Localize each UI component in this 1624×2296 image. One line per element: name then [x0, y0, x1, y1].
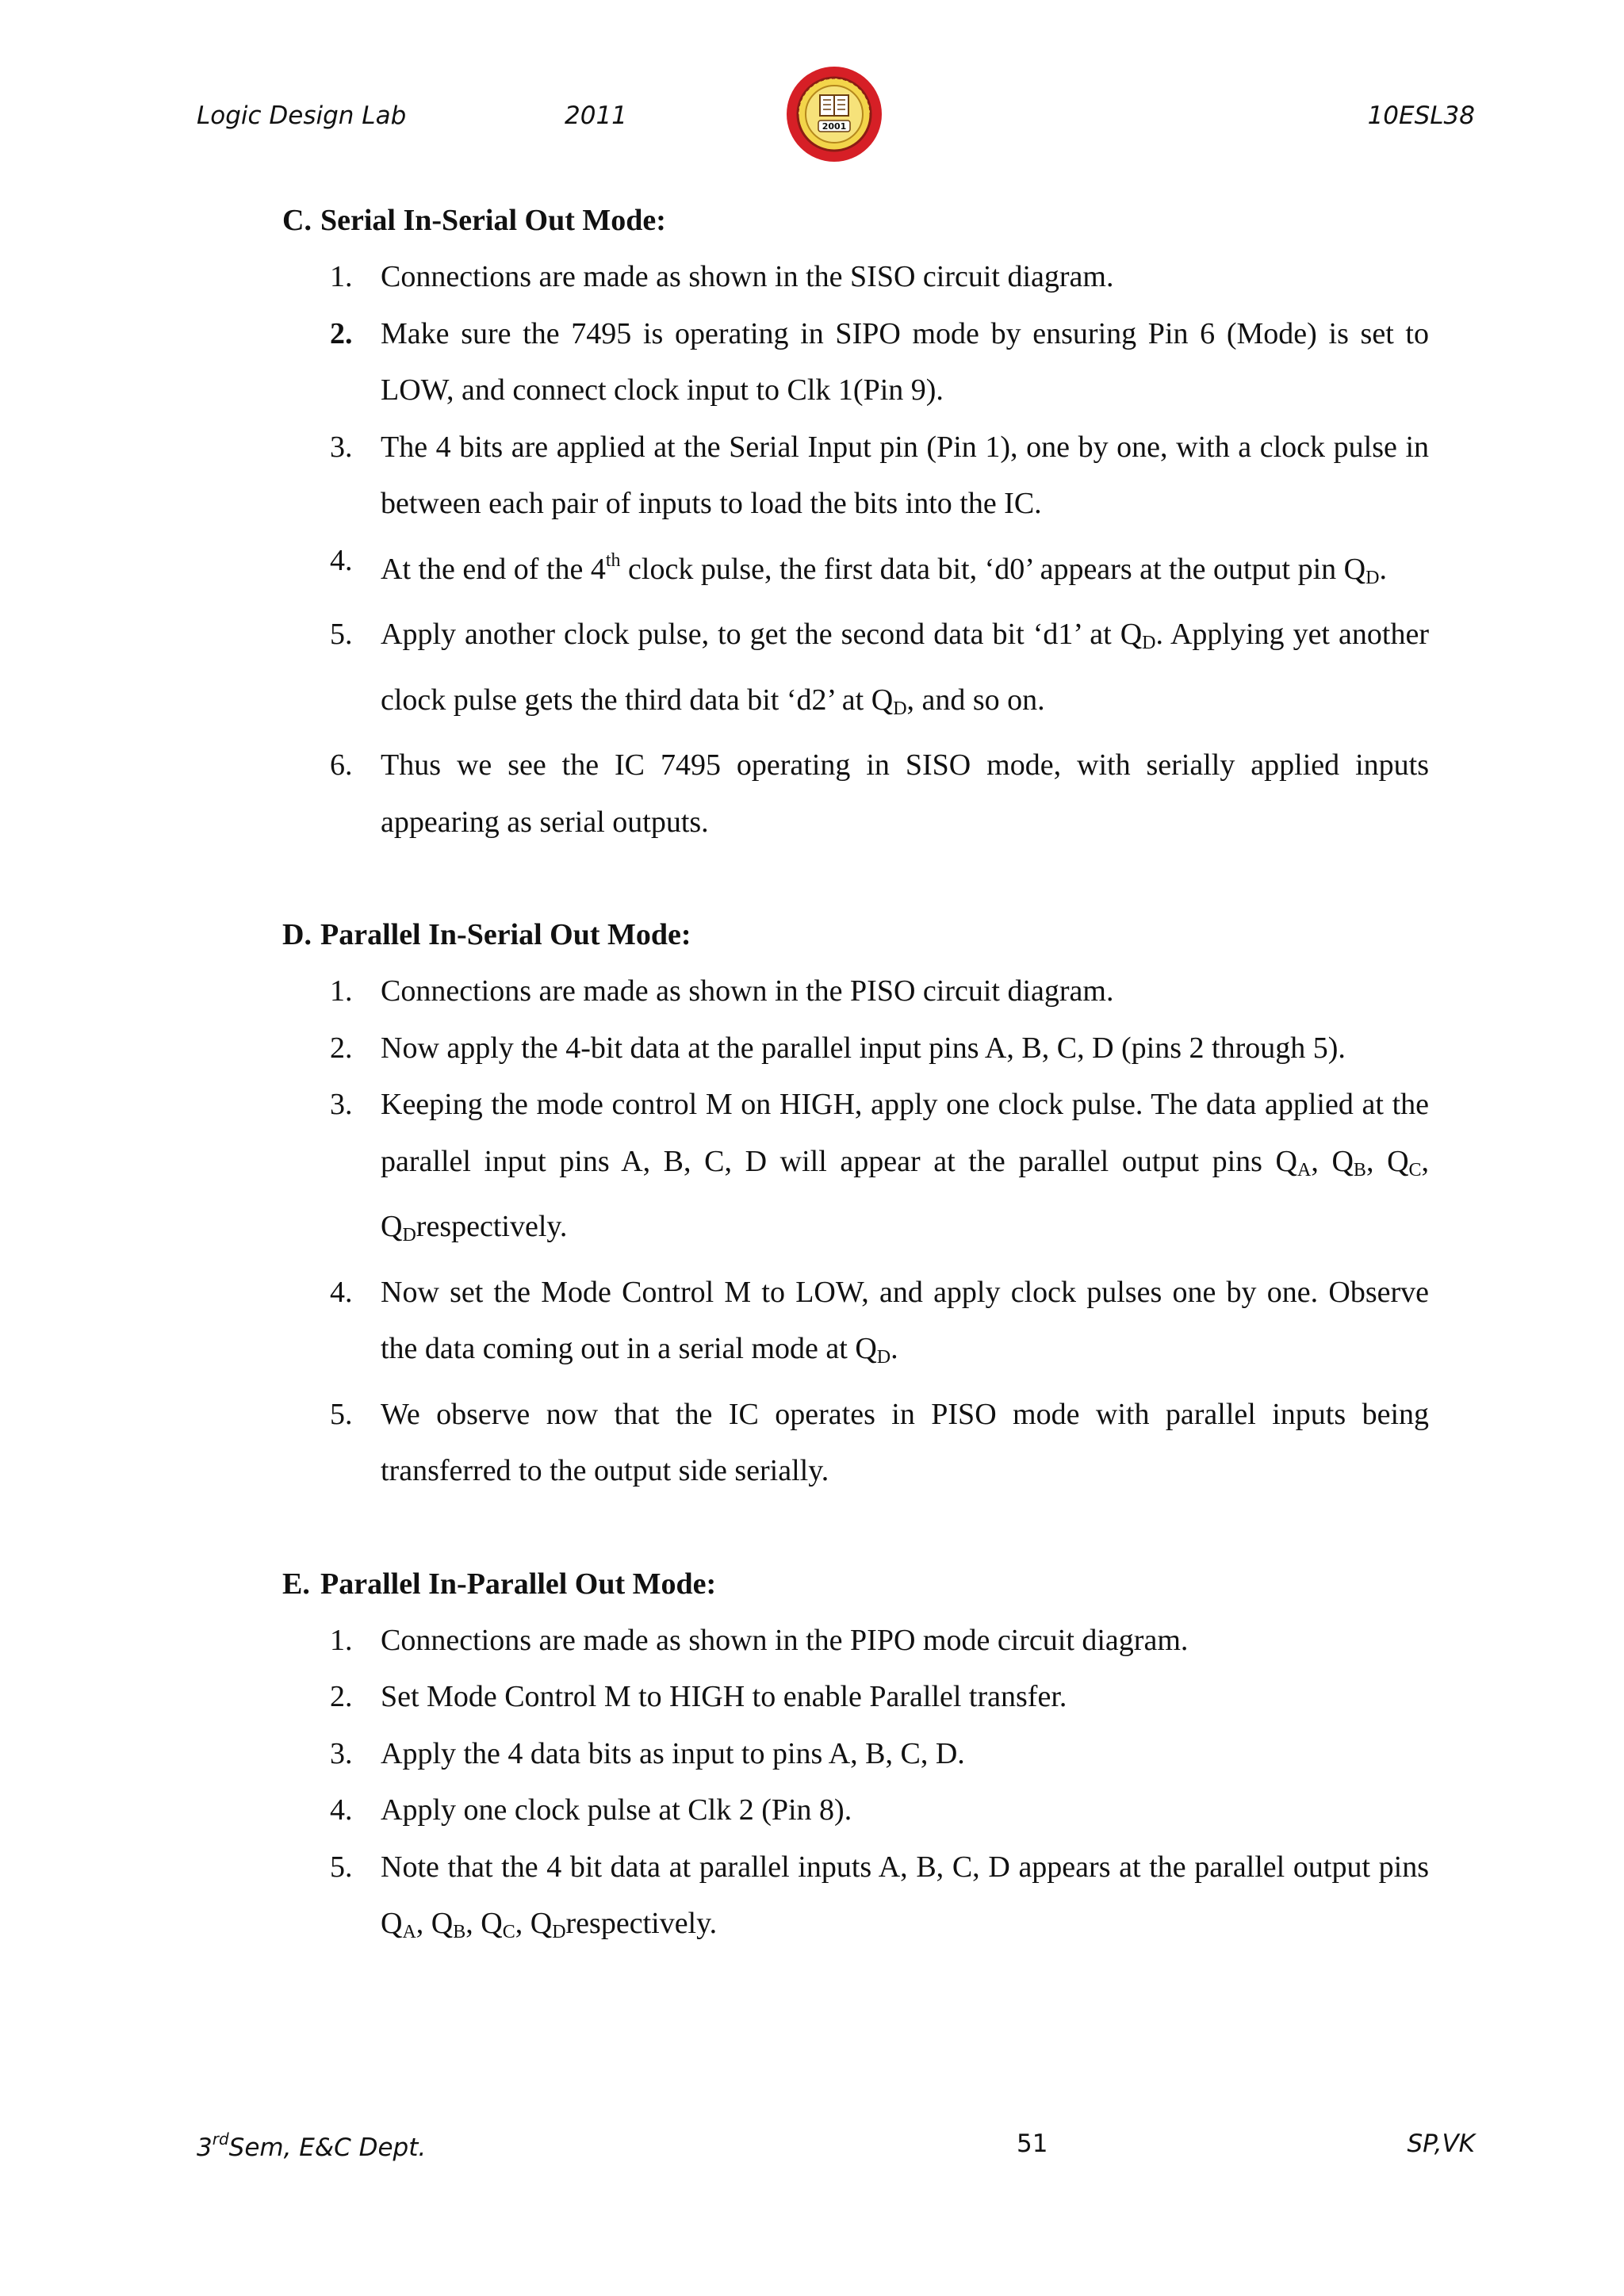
- rich-step: Note that the 4 bit data at parallel inputs A, B, C, D appears at the parallel output pins $Q_A$, $Q_B$, $Q_C$, $Q_Drespectively$.: [381, 1850, 1429, 1942]
- list-item: 1. Connections are made as shown in the PIPO mode circuit diagram.: [330, 1623, 1189, 1657]
- list-item: 4. At the end of the 4th clock pulse, the first data bit, ‘d0’ appears at the output pin $Q_D$.: [330, 543, 1387, 588]
- footer-authors: SP,VK: [1407, 2130, 1475, 2158]
- list-item: 2. Set Mode Control M to HIGH to enable Parallel transfer.: [330, 1680, 1067, 1713]
- section-piso: [282, 906, 1429, 1500]
- header-year: 2011: [565, 101, 627, 130]
- list-item: 3. Apply the 4 data bits as input to pins A, B, C, D.: [330, 1736, 965, 1770]
- list-item: 4. Now set the Mode Control M to LOW, and apply clock pulses one by one. Observe the data coming out in a serial mode at $Q_D$.: [330, 1275, 1429, 1368]
- step-list: [282, 1613, 1429, 1961]
- list-item: 2. Make sure the 7495 is operating in SIPO mode by ensuring Pin 6 (Mode) is set to LOW, and connect clock input to Clk 1(Pin 9).: [330, 316, 1429, 407]
- rich-step: Apply another clock pulse, to get the second data bit ‘d1’ at $Q_D$. Applying yet another clock pulse gets the third data bit ‘d2’ at $Q_D$, and so on.: [381, 618, 1429, 719]
- page-number: 51: [1017, 2130, 1048, 2158]
- section-siso: [282, 192, 1429, 851]
- list-item: 4. Apply one clock pulse at Clk 2 (Pin 8).: [330, 1793, 852, 1827]
- college-seal-logo: [785, 65, 883, 163]
- step-list: [282, 963, 1429, 1500]
- page-footer: [197, 2130, 1475, 2177]
- footer-semester: 3rdSem, E&C Dept.: [197, 2130, 427, 2162]
- step-list: [282, 249, 1429, 851]
- rich-step: Keeping the mode control M on HIGH, apply one clock pulse. The data applied at the parallel input pins A, B, C, D will appear at the parallel output pins $Q_A$, $Q_B$, $Q_C$, $Q_Drespectively$.: [381, 1088, 1430, 1246]
- section-title: C. Serial In-Serial Out Mode:: [282, 204, 666, 237]
- header-course-title: Logic Design Lab: [197, 101, 407, 130]
- list-item: 1. Connections are made as shown in the SISO circuit diagram.: [330, 260, 1114, 293]
- list-item: 6. Thus we see the IC 7495 operating in SISO mode, with serially applied inputs appearing as serial outputs.: [330, 748, 1429, 839]
- seal-year-text: 2001: [822, 121, 847, 132]
- list-item: 1. Connections are made as shown in the PISO circuit diagram.: [330, 974, 1114, 1008]
- document-body: [282, 192, 1429, 2017]
- list-item: 5. Apply another clock pulse, to get the second data bit ‘d1’ at $Q_D$. Applying yet another clock pulse gets the third data bit ‘d2’ at $Q_D$, and so on.: [330, 618, 1429, 719]
- list-item: 5. Note that the 4 bit data at parallel inputs A, B, C, D appears at the parallel output pins $Q_A$, $Q_B$, $Q_C$, $Q_Drespectively$.: [330, 1850, 1429, 1942]
- list-item: 3. Keeping the mode control M on HIGH, apply one clock pulse. The data applied at the parallel input pins A, B, C, D will appear at the parallel output pins $Q_A$, $Q_B$, $Q_C$, $Q_Drespectively$.: [330, 1088, 1430, 1246]
- rich-step: Now set the Mode Control M to LOW, and apply clock pulses one by one. Observe the data coming out in a serial mode at $Q_D$.: [381, 1275, 1429, 1368]
- header-course-code: 10ESL38: [1367, 101, 1475, 130]
- section-pipo: [282, 1556, 1429, 1961]
- rich-step: At the end of the 4th clock pulse, the first data bit, ‘d0’ appears at the output pin $Q_D$.: [381, 549, 1387, 588]
- list-item: 5. We observe now that the IC operates in PISO mode with parallel inputs being transferred to the output side serially.: [330, 1397, 1429, 1487]
- list-item: 2. Now apply the 4-bit data at the parallel input pins A, B, C, D (pins 2 through 5).: [330, 1031, 1346, 1065]
- list-item: 3. The 4 bits are applied at the Serial Input pin (Pin 1), one by one, with a clock pulse in between each pair of inputs to load the bits into the IC.: [330, 430, 1429, 520]
- section-title: E. Parallel In-Parallel Out Mode:: [282, 1567, 717, 1601]
- section-title: D. Parallel In-Serial Out Mode:: [282, 918, 691, 951]
